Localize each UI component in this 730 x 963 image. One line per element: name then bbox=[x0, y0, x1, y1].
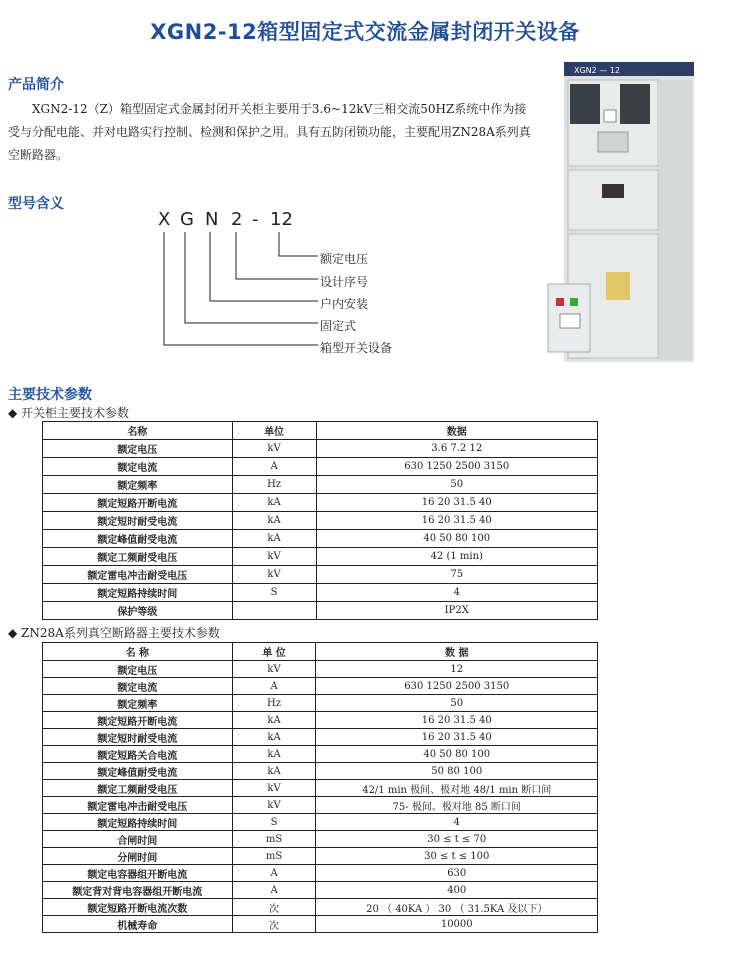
table-row bbox=[43, 440, 598, 458]
param-unit: kA bbox=[232, 729, 316, 746]
param-name: 额定短时耐受电流 bbox=[43, 512, 233, 530]
param-name: 额定短路关合电流 bbox=[43, 746, 233, 763]
table-row bbox=[43, 678, 598, 695]
param-value: 400 bbox=[316, 882, 598, 899]
col-header-data: 数据 bbox=[316, 422, 598, 440]
param-unit: A bbox=[232, 678, 316, 695]
param-unit: kA bbox=[232, 746, 316, 763]
param-value: 40 50 80 100 bbox=[316, 530, 598, 548]
table-row bbox=[43, 780, 598, 797]
table-header-row bbox=[43, 643, 598, 661]
table-row bbox=[43, 882, 598, 899]
params-heading: 主要技术参数 bbox=[8, 387, 92, 403]
table-row bbox=[43, 512, 598, 530]
param-name: 额定电压 bbox=[43, 440, 233, 458]
param-value: 20 （ 40KA ） 30 （ 31.5KA 及以下） bbox=[316, 899, 598, 916]
param-value: 50 bbox=[316, 476, 598, 494]
param-value: 4 bbox=[316, 814, 598, 831]
table-row bbox=[43, 584, 598, 602]
table-row bbox=[43, 458, 598, 476]
param-value: 12 bbox=[316, 661, 598, 678]
param-unit: mS bbox=[232, 831, 316, 848]
param-value: 50 bbox=[316, 695, 598, 712]
col-header-data: 数 据 bbox=[316, 643, 598, 661]
table-row bbox=[43, 814, 598, 831]
table-row bbox=[43, 865, 598, 882]
intro-heading: 产品简介 bbox=[8, 77, 64, 93]
model-meaning-voltage: 额定电压 bbox=[320, 252, 369, 266]
param-unit: kV bbox=[232, 440, 316, 458]
param-name: 额定频率 bbox=[43, 476, 233, 494]
param-unit: A bbox=[232, 458, 316, 476]
param-unit: kA bbox=[232, 712, 316, 729]
param-unit: kV bbox=[232, 661, 316, 678]
param-name: 机械寿命 bbox=[43, 916, 233, 933]
table-row bbox=[43, 530, 598, 548]
param-name: 合闸时间 bbox=[43, 831, 233, 848]
param-name: 额定短路开断电流次数 bbox=[43, 899, 233, 916]
model-char-g: G bbox=[180, 209, 194, 230]
param-name: 额定电容器组开断电流 bbox=[43, 865, 233, 882]
table-row bbox=[43, 695, 598, 712]
param-unit: Hz bbox=[232, 476, 316, 494]
param-value: 30 ≤ t ≤ 100 bbox=[316, 848, 598, 865]
param-unit: 次 bbox=[232, 899, 316, 916]
param-name: 保护等级 bbox=[43, 602, 233, 620]
model-char-12: 12 bbox=[270, 209, 293, 230]
table-header-row bbox=[43, 422, 598, 440]
param-unit: A bbox=[232, 865, 316, 882]
param-name: 额定电压 bbox=[43, 661, 233, 678]
breaker-params-table bbox=[42, 642, 598, 933]
param-name: 额定雷电冲击耐受电压 bbox=[43, 566, 233, 584]
param-value: 50 80 100 bbox=[316, 763, 598, 780]
param-value: 75- 极间、极对地 85 断口间 bbox=[316, 797, 598, 814]
param-name: 额定频率 bbox=[43, 695, 233, 712]
param-value: 42/1 min 极间、极对地 48/1 min 断口间 bbox=[316, 780, 598, 797]
param-unit: S bbox=[232, 814, 316, 831]
table-row bbox=[43, 831, 598, 848]
param-unit: kA bbox=[232, 494, 316, 512]
table-row bbox=[43, 746, 598, 763]
param-value: 4 bbox=[316, 584, 598, 602]
model-meaning-indoor: 户内安装 bbox=[320, 297, 369, 311]
table-row bbox=[43, 916, 598, 933]
col-header-unit: 单位 bbox=[232, 422, 316, 440]
param-name: 额定电流 bbox=[43, 458, 233, 476]
table-row bbox=[43, 899, 598, 916]
param-value: 3.6 7.2 12 bbox=[316, 440, 598, 458]
param-value: 16 20 31.5 40 bbox=[316, 512, 598, 530]
model-char-2: 2 bbox=[231, 209, 243, 230]
table-row bbox=[43, 476, 598, 494]
table-row bbox=[43, 797, 598, 814]
param-name: 额定短路开断电流 bbox=[43, 494, 233, 512]
param-name: 额定电流 bbox=[43, 678, 233, 695]
param-name: 额定短时耐受电流 bbox=[43, 729, 233, 746]
param-name: 分闸时间 bbox=[43, 848, 233, 865]
param-name: 额定雷电冲击耐受电压 bbox=[43, 797, 233, 814]
param-unit bbox=[232, 602, 316, 620]
table-row bbox=[43, 602, 598, 620]
model-char-x: X bbox=[158, 209, 171, 230]
param-name: 额定工频耐受电压 bbox=[43, 548, 233, 566]
param-name: 额定短路开断电流 bbox=[43, 712, 233, 729]
cabinet-label: XGN2 — 12 bbox=[574, 66, 621, 75]
table1-caption: ◆ 开关柜主要技术参数 bbox=[8, 406, 130, 420]
param-unit: kV bbox=[232, 780, 316, 797]
param-unit: kV bbox=[232, 797, 316, 814]
model-char-dash: - bbox=[252, 209, 259, 230]
col-header-unit: 单 位 bbox=[232, 643, 316, 661]
param-unit: 次 bbox=[232, 916, 316, 933]
table-row bbox=[43, 848, 598, 865]
param-value: 630 1250 2500 3150 bbox=[316, 678, 598, 695]
param-name: 额定短路持续时间 bbox=[43, 584, 233, 602]
intro-text: XGN2-12（Z）箱型固定式金属封闭开关柜主要用于3.6~12kV三相交流50HZ系统中作为接受与分配电能、并对电路实行控制、检测和保护之用。具有五防闭锁功能，主要配用ZN28A系列真空断路器。 bbox=[8, 102, 531, 162]
param-unit: kV bbox=[232, 548, 316, 566]
param-unit: kA bbox=[232, 512, 316, 530]
param-unit: kA bbox=[232, 530, 316, 548]
param-unit: kA bbox=[232, 763, 316, 780]
param-unit: mS bbox=[232, 848, 316, 865]
param-value: 40 50 80 100 bbox=[316, 746, 598, 763]
param-value: 16 20 31.5 40 bbox=[316, 712, 598, 729]
param-unit: S bbox=[232, 584, 316, 602]
table-row bbox=[43, 548, 598, 566]
param-value: 16 20 31.5 40 bbox=[316, 729, 598, 746]
param-value: 10000 bbox=[316, 916, 598, 933]
param-value: 42 (1 min) bbox=[316, 548, 598, 566]
table-row bbox=[43, 661, 598, 678]
table-row bbox=[43, 494, 598, 512]
param-value: 30 ≤ t ≤ 70 bbox=[316, 831, 598, 848]
param-value: 630 bbox=[316, 865, 598, 882]
param-name: 额定短路持续时间 bbox=[43, 814, 233, 831]
param-name: 额定背对背电容器组开断电流 bbox=[43, 882, 233, 899]
model-char-n: N bbox=[205, 209, 219, 230]
param-name: 额定工频耐受电压 bbox=[43, 780, 233, 797]
table-row bbox=[43, 712, 598, 729]
page-title: XGN2-12箱型固定式交流金属封闭开关设备 bbox=[150, 20, 580, 44]
param-value: 16 20 31.5 40 bbox=[316, 494, 598, 512]
model-meaning-design: 设计序号 bbox=[320, 275, 369, 289]
model-meaning-fixed: 固定式 bbox=[320, 319, 357, 333]
model-meaning-box: 箱型开关设备 bbox=[320, 341, 393, 355]
param-unit: kV bbox=[232, 566, 316, 584]
model-heading: 型号含义 bbox=[8, 196, 64, 212]
col-header-name: 名称 bbox=[43, 422, 233, 440]
param-unit: Hz bbox=[232, 695, 316, 712]
param-name: 额定峰值耐受电流 bbox=[43, 530, 233, 548]
param-value: IP2X bbox=[316, 602, 598, 620]
table-row bbox=[43, 763, 598, 780]
switchgear-params-table bbox=[42, 421, 598, 620]
table2-caption: ◆ ZN28A系列真空断路器主要技术参数 bbox=[8, 626, 220, 640]
table-row bbox=[43, 729, 598, 746]
col-header-name: 名 称 bbox=[43, 643, 233, 661]
param-name: 额定峰值耐受电流 bbox=[43, 763, 233, 780]
table-row bbox=[43, 566, 598, 584]
param-value: 75 bbox=[316, 566, 598, 584]
param-value: 630 1250 2500 3150 bbox=[316, 458, 598, 476]
param-unit: A bbox=[232, 882, 316, 899]
